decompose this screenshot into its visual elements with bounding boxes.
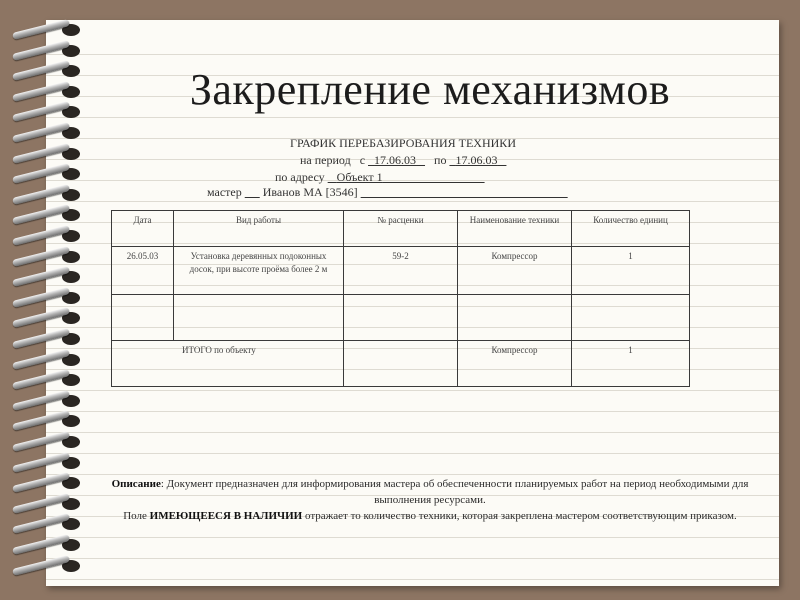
spiral-ring bbox=[6, 269, 86, 283]
spiral-ring bbox=[6, 310, 86, 324]
address-label: по адресу bbox=[275, 170, 325, 184]
cell-date bbox=[112, 295, 174, 341]
period-line bbox=[300, 153, 506, 168]
description-label: Описание bbox=[111, 478, 161, 490]
total-rate-number bbox=[344, 341, 458, 387]
master-label: мастер bbox=[207, 185, 242, 199]
to-date: 17.06.03 bbox=[455, 153, 498, 167]
cell-work-type bbox=[174, 295, 344, 341]
from-date: 17.06.03 bbox=[374, 153, 417, 167]
cell-work-type: Установка деревянных подоконных досок, при высоте проёма более 2 м bbox=[174, 247, 344, 295]
master-line bbox=[207, 185, 568, 200]
spiral-ring bbox=[6, 434, 86, 448]
spiral-ring bbox=[6, 455, 86, 469]
column-header-work-type: Вид работы bbox=[174, 211, 344, 247]
spiral-ring bbox=[6, 558, 86, 572]
spiral-ring bbox=[6, 228, 86, 242]
schedule-title: ГРАФИК ПЕРЕБАЗИРОВАНИЯ ТЕХНИКИ bbox=[290, 136, 516, 150]
total-label: ИТОГО по объекту bbox=[112, 341, 344, 387]
description-paragraph-1 bbox=[110, 476, 750, 508]
spiral-ring bbox=[6, 537, 86, 551]
field-name: ИМЕЮЩЕЕСЯ В НАЛИЧИИ bbox=[149, 510, 303, 522]
to-label: по bbox=[434, 153, 447, 167]
description-text-2-post: отражает то количество техники, которая закреплена мастером соответствующим приказом. bbox=[302, 510, 737, 522]
cell-equipment-name: Компрессор bbox=[458, 247, 572, 295]
spiral-ring bbox=[6, 166, 86, 180]
spiral-ring bbox=[6, 146, 86, 160]
description-paragraph-2 bbox=[110, 508, 750, 524]
table-row bbox=[112, 247, 690, 295]
spiral-ring bbox=[6, 187, 86, 201]
spiral-ring bbox=[6, 475, 86, 489]
spiral-ring bbox=[6, 372, 86, 386]
spiral-ring bbox=[6, 290, 86, 304]
address-line bbox=[275, 170, 485, 185]
cell-equipment-name bbox=[458, 295, 572, 341]
cell-date: 26.05.03 bbox=[112, 247, 174, 295]
spiral-ring bbox=[6, 413, 86, 427]
description-text-1: : Документ предназначен для информирования мастера об обеспеченности планируемых работ на период необходимыми для выполнения ресурсами. bbox=[160, 478, 749, 506]
spiral-ring bbox=[6, 516, 86, 530]
total-equipment-name: Компрессор bbox=[458, 341, 572, 387]
spiral-ring bbox=[6, 43, 86, 57]
column-header-date: Дата bbox=[112, 211, 174, 247]
address-value: Объект 1 bbox=[336, 170, 383, 184]
spiral-ring bbox=[6, 331, 86, 345]
schedule-table bbox=[111, 210, 690, 387]
slide-title: Закрепление механизмов bbox=[189, 65, 671, 114]
spiral-ring bbox=[6, 496, 86, 510]
spiral-ring bbox=[6, 249, 86, 263]
description-text-2-pre: Поле bbox=[123, 510, 150, 522]
master-value: Иванов МА [3546] bbox=[262, 185, 358, 199]
column-header-equipment-name: Наименование техники bbox=[458, 211, 572, 247]
column-header-rate-number: № расценки bbox=[344, 211, 458, 247]
from-label: с bbox=[359, 153, 366, 167]
cell-quantity: 1 bbox=[572, 247, 690, 295]
spiral-ring bbox=[6, 125, 86, 139]
description-block bbox=[110, 476, 750, 524]
period-label: на период bbox=[300, 153, 351, 167]
table-total-row bbox=[112, 341, 690, 387]
cell-rate-number bbox=[344, 295, 458, 341]
spiral-ring bbox=[6, 207, 86, 221]
table-row bbox=[112, 295, 690, 341]
spiral-ring bbox=[6, 393, 86, 407]
column-header-quantity: Количество единиц bbox=[572, 211, 690, 247]
table-header-row bbox=[112, 211, 690, 247]
spiral-ring bbox=[6, 22, 86, 36]
spiral-ring bbox=[6, 352, 86, 366]
cell-quantity bbox=[572, 295, 690, 341]
cell-rate-number: 59-2 bbox=[344, 247, 458, 295]
total-quantity: 1 bbox=[572, 341, 690, 387]
